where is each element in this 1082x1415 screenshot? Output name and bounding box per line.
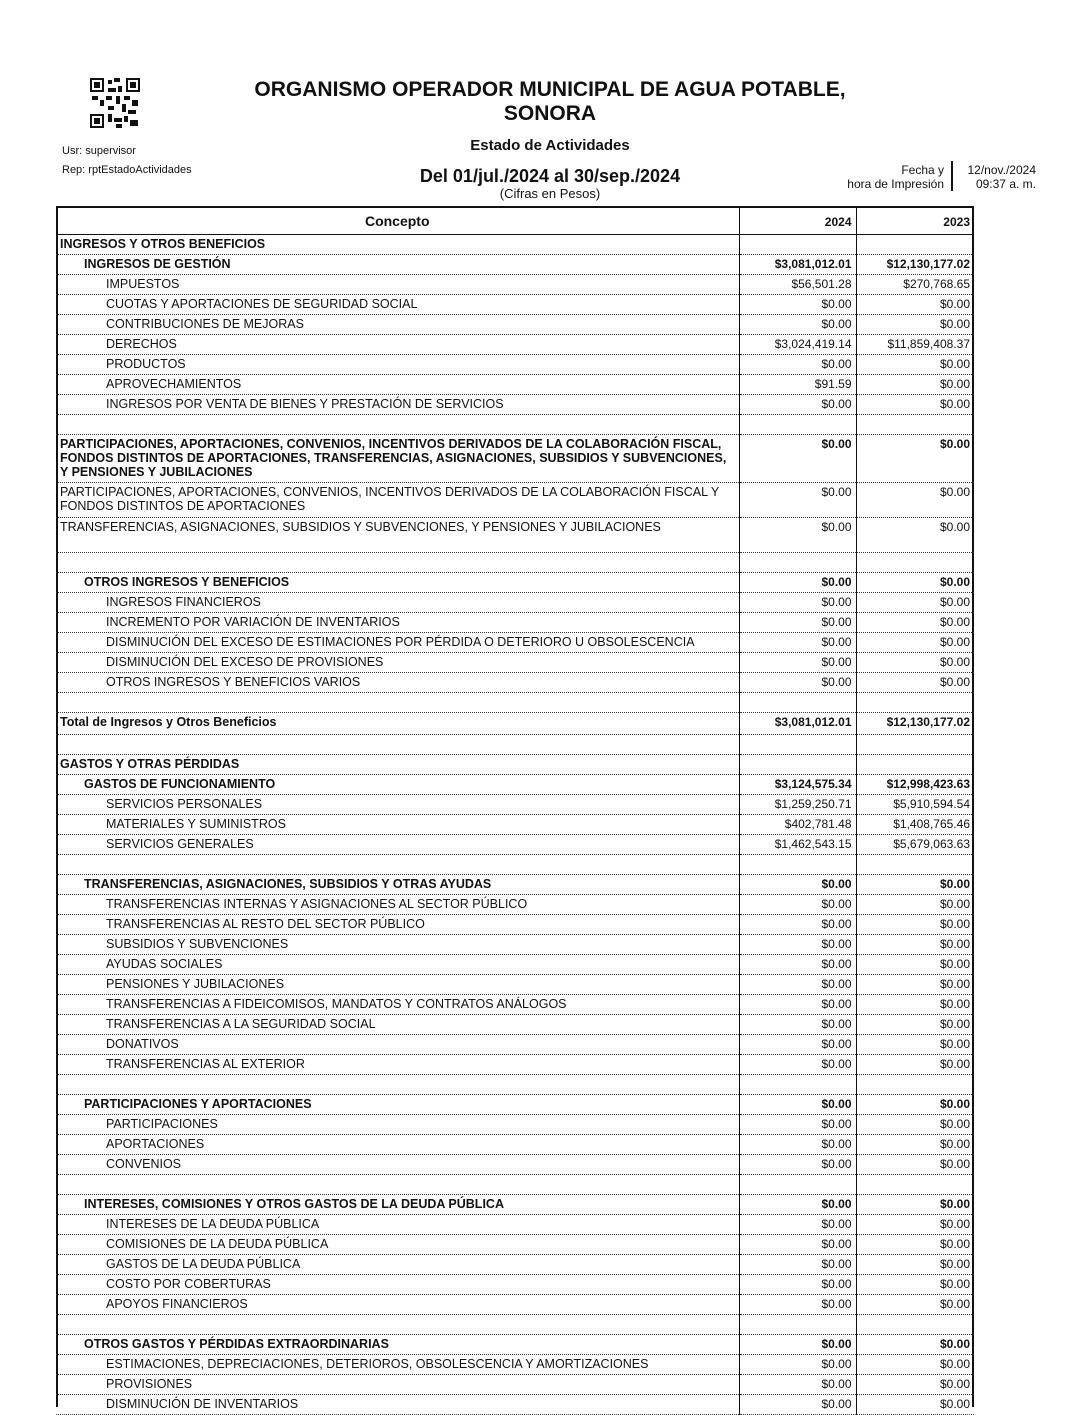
value-2024-cell: $1,462,543.15 bbox=[739, 835, 856, 855]
concept-cell: PROVISIONES bbox=[56, 1375, 739, 1395]
table-row bbox=[56, 1375, 974, 1395]
table-row bbox=[56, 1395, 974, 1415]
table-row bbox=[56, 835, 974, 855]
value-2024-cell: $0.00 bbox=[739, 633, 856, 653]
concept-cell bbox=[56, 1315, 739, 1335]
concept-cell: DISMINUCIÓN DEL EXCESO DE ESTIMACIONES POR PÉRDIDA O DETERIORO U OBSOLESCENCIA bbox=[56, 633, 739, 653]
value-2023-cell bbox=[856, 1175, 974, 1195]
table-row bbox=[56, 633, 974, 653]
value-2024-cell: $0.00 bbox=[739, 315, 856, 335]
concept-cell: PARTICIPACIONES, APORTACIONES, CONVENIOS, INCENTIVOS DERIVADOS DE LA COLABORACIÓN FISCAL Y FONDOS DISTINTOS DE APORTACIONES bbox=[56, 483, 739, 518]
concept-cell: MATERIALES Y SUMINISTROS bbox=[56, 815, 739, 835]
concept-cell: SUBSIDIOS Y SUBVENCIONES bbox=[56, 935, 739, 955]
value-2024-cell bbox=[739, 855, 856, 875]
print-time: 09:37 a. m. bbox=[975, 177, 1036, 191]
value-2023-cell: $0.00 bbox=[856, 875, 974, 895]
table-row bbox=[56, 518, 974, 553]
value-2024-cell bbox=[739, 1315, 856, 1335]
table-row bbox=[56, 935, 974, 955]
value-2024-cell bbox=[739, 235, 856, 255]
value-2023-cell: $0.00 bbox=[856, 1255, 974, 1275]
value-2023-cell: $0.00 bbox=[856, 1095, 974, 1115]
value-2024-cell: $0.00 bbox=[739, 1055, 856, 1075]
concept-cell: SERVICIOS GENERALES bbox=[56, 835, 739, 855]
table-row bbox=[56, 275, 974, 295]
value-2024-cell bbox=[739, 1075, 856, 1095]
value-2024-cell: $0.00 bbox=[739, 1335, 856, 1355]
table-row bbox=[56, 435, 974, 483]
value-2023-cell: $0.00 bbox=[856, 315, 974, 335]
report-id-label: Rep: rptEstadoActividades bbox=[62, 164, 192, 176]
value-2024-cell: $0.00 bbox=[739, 935, 856, 955]
concept-cell bbox=[56, 415, 739, 435]
value-2023-cell: $1,408,765.46 bbox=[856, 815, 974, 835]
value-2023-cell: $0.00 bbox=[856, 1195, 974, 1215]
concept-cell: CONTRIBUCIONES DE MEJORAS bbox=[56, 315, 739, 335]
concept-cell: PENSIONES Y JUBILACIONES bbox=[56, 975, 739, 995]
spacer-row bbox=[56, 735, 974, 755]
value-2023-cell bbox=[856, 235, 974, 255]
value-2023-cell: $12,130,177.02 bbox=[856, 255, 974, 275]
concept-cell: INGRESOS POR VENTA DE BIENES Y PRESTACIÓN DE SERVICIOS bbox=[56, 395, 739, 415]
concept-cell: TRANSFERENCIAS, ASIGNACIONES, SUBSIDIOS Y SUBVENCIONES, Y PENSIONES Y JUBILACIONES bbox=[56, 518, 739, 553]
table-row bbox=[56, 255, 974, 275]
value-2023-cell bbox=[856, 553, 974, 573]
spacer-row bbox=[56, 1315, 974, 1335]
value-2024-cell bbox=[739, 735, 856, 755]
value-2024-cell: $402,781.48 bbox=[739, 815, 856, 835]
value-2024-cell: $0.00 bbox=[739, 1375, 856, 1395]
table-row bbox=[56, 593, 974, 613]
value-2023-cell: $0.00 bbox=[856, 613, 974, 633]
concept-cell: COSTO POR COBERTURAS bbox=[56, 1275, 739, 1295]
user-label: Usr: supervisor bbox=[62, 145, 136, 157]
organization-title-line1: ORGANISMO OPERADOR MUNICIPAL DE AGUA POTABLE, bbox=[254, 78, 846, 101]
value-2024-cell: $0.00 bbox=[739, 1295, 856, 1315]
table-row bbox=[56, 1235, 974, 1255]
value-2023-cell: $0.00 bbox=[856, 955, 974, 975]
value-2023-cell: $0.00 bbox=[856, 653, 974, 673]
spacer-row bbox=[56, 1175, 974, 1195]
table-row bbox=[56, 1035, 974, 1055]
value-2023-cell: $11,859,408.37 bbox=[856, 335, 974, 355]
concept-cell: TRANSFERENCIAS A LA SEGURIDAD SOCIAL bbox=[56, 1015, 739, 1035]
table-row bbox=[56, 955, 974, 975]
value-2023-cell: $0.00 bbox=[856, 593, 974, 613]
concept-cell: AYUDAS SOCIALES bbox=[56, 955, 739, 975]
print-date: 12/nov./2024 bbox=[967, 163, 1036, 177]
concept-cell: DERECHOS bbox=[56, 335, 739, 355]
value-2024-cell: $0.00 bbox=[739, 435, 856, 483]
value-2024-cell: $0.00 bbox=[739, 613, 856, 633]
value-2024-cell: $0.00 bbox=[739, 1215, 856, 1235]
value-2024-cell: $0.00 bbox=[739, 1255, 856, 1275]
concept-cell bbox=[56, 693, 739, 713]
concept-cell: PARTICIPACIONES, APORTACIONES, CONVENIOS, INCENTIVOS DERIVADOS DE LA COLABORACIÓN FISCAL, FONDOS DISTINTOS DE APORTACIONES, TRANSFERENCIAS, ASIGNACIONES, SUBSIDIOS Y SUBVENCIONES, Y PENSIONES Y JUBILACIONES bbox=[56, 435, 739, 483]
spacer-row bbox=[56, 553, 974, 573]
concept-cell: CONVENIOS bbox=[56, 1155, 739, 1175]
value-2024-cell: $0.00 bbox=[739, 295, 856, 315]
concept-cell: APORTACIONES bbox=[56, 1135, 739, 1155]
value-2023-cell: $12,998,423.63 bbox=[856, 775, 974, 795]
value-2023-cell: $0.00 bbox=[856, 1275, 974, 1295]
table-row bbox=[56, 235, 974, 255]
report-period: Del 01/jul./2024 al 30/sep./2024 bbox=[419, 166, 681, 186]
value-2023-cell: $0.00 bbox=[856, 995, 974, 1015]
concept-cell: INGRESOS FINANCIEROS bbox=[56, 593, 739, 613]
value-2023-cell: $0.00 bbox=[856, 1215, 974, 1235]
concept-cell: IMPUESTOS bbox=[56, 275, 739, 295]
table-row bbox=[56, 775, 974, 795]
value-2024-cell: $0.00 bbox=[739, 1015, 856, 1035]
table-header-row bbox=[56, 207, 974, 235]
value-2024-cell bbox=[739, 1175, 856, 1195]
value-2023-cell: $0.00 bbox=[856, 673, 974, 693]
concept-cell bbox=[56, 855, 739, 875]
concept-cell: APROVECHAMIENTOS bbox=[56, 375, 739, 395]
concept-cell: TRANSFERENCIAS A FIDEICOMISOS, MANDATOS Y CONTRATOS ANÁLOGOS bbox=[56, 995, 739, 1015]
value-2024-cell: $3,024,419.14 bbox=[739, 335, 856, 355]
value-2023-cell: $270,768.65 bbox=[856, 275, 974, 295]
concept-cell: CUOTAS Y APORTACIONES DE SEGURIDAD SOCIAL bbox=[56, 295, 739, 315]
value-2024-cell: $0.00 bbox=[739, 1395, 856, 1415]
concept-cell: APOYOS FINANCIEROS bbox=[56, 1295, 739, 1315]
concept-cell: INTERESES DE LA DEUDA PÚBLICA bbox=[56, 1215, 739, 1235]
value-2024-cell: $0.00 bbox=[739, 895, 856, 915]
table-row bbox=[56, 375, 974, 395]
value-2024-cell: $3,081,012.01 bbox=[739, 713, 856, 735]
value-2023-cell bbox=[856, 1075, 974, 1095]
value-2024-cell: $0.00 bbox=[739, 1355, 856, 1375]
value-2024-cell: $3,081,012.01 bbox=[739, 255, 856, 275]
table-row bbox=[56, 1335, 974, 1355]
table-row bbox=[56, 795, 974, 815]
value-2024-cell: $0.00 bbox=[739, 1195, 856, 1215]
concept-cell: OTROS GASTOS Y PÉRDIDAS EXTRAORDINARIAS bbox=[56, 1335, 739, 1355]
value-2023-cell: $0.00 bbox=[856, 355, 974, 375]
value-2023-cell bbox=[856, 1315, 974, 1335]
value-2023-cell: $12,130,177.02 bbox=[856, 713, 974, 735]
value-2024-cell: $0.00 bbox=[739, 673, 856, 693]
value-2024-cell bbox=[739, 553, 856, 573]
value-2023-cell: $5,910,594.54 bbox=[856, 795, 974, 815]
value-2023-cell: $0.00 bbox=[856, 483, 974, 518]
table-row bbox=[56, 1095, 974, 1115]
organization-title bbox=[200, 78, 900, 126]
value-2024-cell: $0.00 bbox=[739, 1235, 856, 1255]
activities-table bbox=[56, 206, 974, 1415]
value-2024-cell: $1,259,250.71 bbox=[739, 795, 856, 815]
table-row bbox=[56, 755, 974, 775]
value-2024-cell: $56,501.28 bbox=[739, 275, 856, 295]
table-row bbox=[56, 295, 974, 315]
table-row bbox=[56, 395, 974, 415]
concept-cell: PARTICIPACIONES bbox=[56, 1115, 739, 1135]
value-2023-cell: $0.00 bbox=[856, 633, 974, 653]
report-name: Estado de Actividades bbox=[470, 137, 630, 154]
table-row bbox=[56, 1275, 974, 1295]
value-2023-cell: $0.00 bbox=[856, 935, 974, 955]
value-2023-cell bbox=[856, 415, 974, 435]
value-2023-cell: $0.00 bbox=[856, 1035, 974, 1055]
value-2024-cell: $0.00 bbox=[739, 1275, 856, 1295]
table-row bbox=[56, 1155, 974, 1175]
concept-cell: INGRESOS Y OTROS BENEFICIOS bbox=[56, 235, 739, 255]
concept-cell: TRANSFERENCIAS AL RESTO DEL SECTOR PÚBLICO bbox=[56, 915, 739, 935]
table-row bbox=[56, 483, 974, 518]
value-2023-cell: $0.00 bbox=[856, 1115, 974, 1135]
value-2023-cell bbox=[856, 693, 974, 713]
qr-code-icon bbox=[90, 78, 140, 128]
value-2024-cell: $0.00 bbox=[739, 995, 856, 1015]
concept-cell: PARTICIPACIONES Y APORTACIONES bbox=[56, 1095, 739, 1115]
value-2023-cell: $0.00 bbox=[856, 1295, 974, 1315]
spacer-row bbox=[56, 1075, 974, 1095]
value-2024-cell bbox=[739, 693, 856, 713]
table-row bbox=[56, 915, 974, 935]
print-date-separator bbox=[951, 161, 953, 191]
print-date-label-line2: hora de Impresión bbox=[847, 177, 944, 191]
concept-cell: INGRESOS DE GESTIÓN bbox=[56, 255, 739, 275]
concept-cell: SERVICIOS PERSONALES bbox=[56, 795, 739, 815]
value-2023-cell: $0.00 bbox=[856, 1055, 974, 1075]
value-2024-cell: $0.00 bbox=[739, 518, 856, 553]
value-2023-cell: $0.00 bbox=[856, 435, 974, 483]
table-row bbox=[56, 895, 974, 915]
value-2023-cell: $0.00 bbox=[856, 1335, 974, 1355]
table-row bbox=[56, 1135, 974, 1155]
value-2024-cell: $0.00 bbox=[739, 355, 856, 375]
spacer-row bbox=[56, 415, 974, 435]
concept-cell bbox=[56, 735, 739, 755]
table-row bbox=[56, 1295, 974, 1315]
value-2023-cell: $0.00 bbox=[856, 1135, 974, 1155]
concept-cell: TRANSFERENCIAS, ASIGNACIONES, SUBSIDIOS Y OTRAS AYUDAS bbox=[56, 875, 739, 895]
organization-title-line2: SONORA bbox=[503, 102, 597, 125]
value-2023-cell: $0.00 bbox=[856, 915, 974, 935]
value-2024-cell: $0.00 bbox=[739, 955, 856, 975]
print-date-label bbox=[820, 163, 944, 191]
value-2023-cell: $0.00 bbox=[856, 1395, 974, 1415]
concept-cell: INTERESES, COMISIONES Y OTROS GASTOS DE LA DEUDA PÚBLICA bbox=[56, 1195, 739, 1215]
total-row bbox=[56, 713, 974, 735]
table-row bbox=[56, 875, 974, 895]
print-date-label-line1: Fecha y bbox=[901, 163, 944, 177]
table-row bbox=[56, 335, 974, 355]
value-2023-cell: $0.00 bbox=[856, 295, 974, 315]
table-row bbox=[56, 995, 974, 1015]
table-row bbox=[56, 315, 974, 335]
table-row bbox=[56, 573, 974, 593]
value-2024-cell bbox=[739, 415, 856, 435]
concept-cell: GASTOS DE FUNCIONAMIENTO bbox=[56, 775, 739, 795]
concept-cell bbox=[56, 1075, 739, 1095]
table-row bbox=[56, 355, 974, 375]
column-header-concept: Concepto bbox=[56, 207, 739, 235]
table-row bbox=[56, 1015, 974, 1035]
value-2024-cell: $0.00 bbox=[739, 975, 856, 995]
concept-cell: COMISIONES DE LA DEUDA PÚBLICA bbox=[56, 1235, 739, 1255]
table-row bbox=[56, 653, 974, 673]
table-row bbox=[56, 1055, 974, 1075]
spacer-row bbox=[56, 855, 974, 875]
value-2023-cell: $0.00 bbox=[856, 895, 974, 915]
concept-cell: DISMINUCIÓN DEL EXCESO DE PROVISIONES bbox=[56, 653, 739, 673]
concept-cell: TRANSFERENCIAS AL EXTERIOR bbox=[56, 1055, 739, 1075]
table-row bbox=[56, 1355, 974, 1375]
value-2023-cell: $0.00 bbox=[856, 395, 974, 415]
currency-note: (Cifras en Pesos) bbox=[499, 186, 601, 201]
spacer-row bbox=[56, 693, 974, 713]
value-2024-cell bbox=[739, 755, 856, 775]
value-2023-cell: $0.00 bbox=[856, 1155, 974, 1175]
value-2024-cell: $0.00 bbox=[739, 1155, 856, 1175]
value-2023-cell: $0.00 bbox=[856, 375, 974, 395]
value-2023-cell: $0.00 bbox=[856, 573, 974, 593]
value-2024-cell: $91.59 bbox=[739, 375, 856, 395]
value-2023-cell: $0.00 bbox=[856, 975, 974, 995]
value-2024-cell: $0.00 bbox=[739, 875, 856, 895]
concept-cell: OTROS INGRESOS Y BENEFICIOS bbox=[56, 573, 739, 593]
value-2024-cell: $0.00 bbox=[739, 653, 856, 673]
value-2024-cell: $0.00 bbox=[739, 593, 856, 613]
value-2023-cell bbox=[856, 755, 974, 775]
column-header-2023: 2023 bbox=[856, 207, 974, 235]
concept-cell: OTROS INGRESOS Y BENEFICIOS VARIOS bbox=[56, 673, 739, 693]
table-row bbox=[56, 1115, 974, 1135]
value-2024-cell: $0.00 bbox=[739, 483, 856, 518]
table-row bbox=[56, 1255, 974, 1275]
value-2024-cell: $0.00 bbox=[739, 1095, 856, 1115]
concept-cell: INCREMENTO POR VARIACIÓN DE INVENTARIOS bbox=[56, 613, 739, 633]
activities-table-body bbox=[56, 207, 974, 1415]
value-2024-cell: $0.00 bbox=[739, 573, 856, 593]
value-2023-cell: $0.00 bbox=[856, 1015, 974, 1035]
value-2024-cell: $3,124,575.34 bbox=[739, 775, 856, 795]
table-row bbox=[56, 613, 974, 633]
value-2024-cell: $0.00 bbox=[739, 1115, 856, 1135]
concept-cell bbox=[56, 1175, 739, 1195]
table-row bbox=[56, 815, 974, 835]
concept-cell: DISMINUCIÓN DE INVENTARIOS bbox=[56, 1395, 739, 1415]
table-row bbox=[56, 1215, 974, 1235]
table-row bbox=[56, 673, 974, 693]
value-2024-cell: $0.00 bbox=[739, 1135, 856, 1155]
value-2024-cell: $0.00 bbox=[739, 915, 856, 935]
value-2024-cell: $0.00 bbox=[739, 395, 856, 415]
concept-cell: TRANSFERENCIAS INTERNAS Y ASIGNACIONES AL SECTOR PÚBLICO bbox=[56, 895, 739, 915]
value-2024-cell: $0.00 bbox=[739, 1035, 856, 1055]
print-date-value bbox=[958, 163, 1036, 191]
column-header-2024: 2024 bbox=[739, 207, 856, 235]
value-2023-cell: $0.00 bbox=[856, 518, 974, 553]
value-2023-cell: $0.00 bbox=[856, 1235, 974, 1255]
table-row bbox=[56, 975, 974, 995]
table-row bbox=[56, 1195, 974, 1215]
concept-cell: Total de Ingresos y Otros Beneficios bbox=[56, 713, 739, 735]
value-2023-cell bbox=[856, 855, 974, 875]
concept-cell: DONATIVOS bbox=[56, 1035, 739, 1055]
concept-cell: PRODUCTOS bbox=[56, 355, 739, 375]
concept-cell: GASTOS Y OTRAS PÉRDIDAS bbox=[56, 755, 739, 775]
concept-cell: GASTOS DE LA DEUDA PÚBLICA bbox=[56, 1255, 739, 1275]
value-2023-cell bbox=[856, 735, 974, 755]
value-2023-cell: $5,679,063.63 bbox=[856, 835, 974, 855]
value-2023-cell: $0.00 bbox=[856, 1355, 974, 1375]
concept-cell: ESTIMACIONES, DEPRECIACIONES, DETERIOROS, OBSOLESCENCIA Y AMORTIZACIONES bbox=[56, 1355, 739, 1375]
value-2023-cell: $0.00 bbox=[856, 1375, 974, 1395]
concept-cell bbox=[56, 553, 739, 573]
